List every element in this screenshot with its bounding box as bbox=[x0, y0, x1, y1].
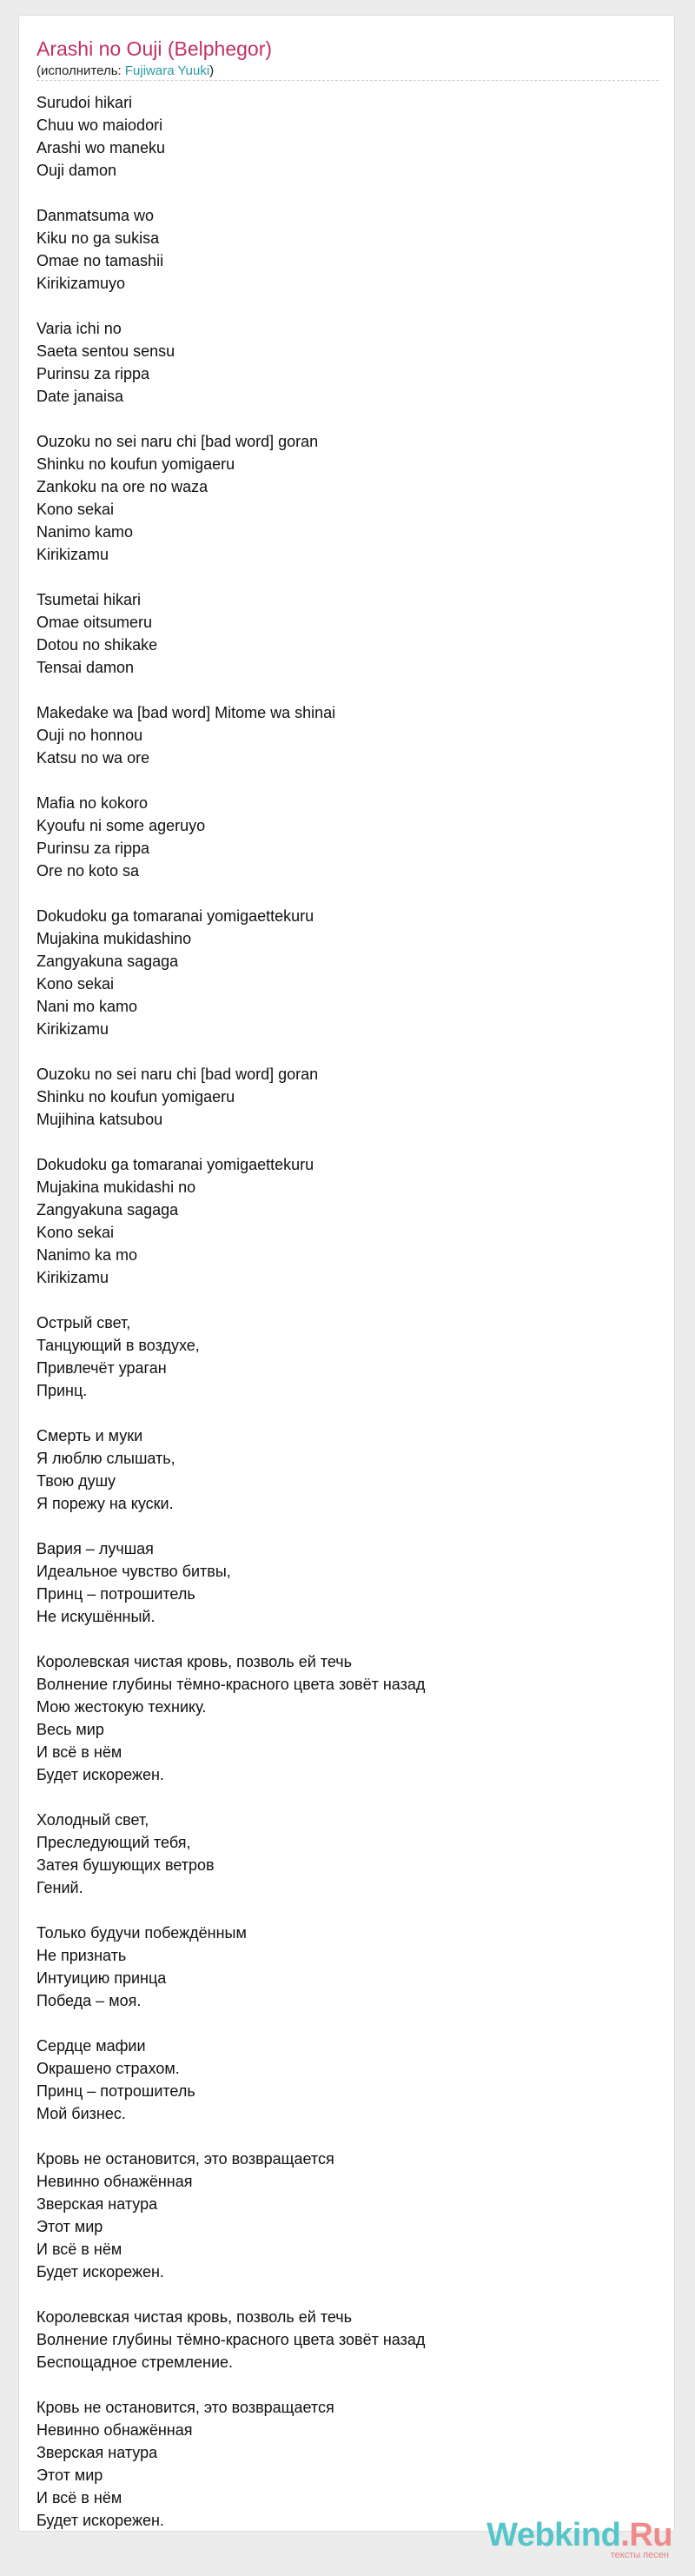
performer-line bbox=[36, 63, 214, 80]
lyrics-line: Kirikizamu bbox=[36, 1020, 109, 1038]
lyrics-line: И всё в нём bbox=[36, 2489, 122, 2506]
lyrics-line: Kono sekai bbox=[36, 975, 115, 993]
lyrics-line: Purinsu za rippa bbox=[36, 365, 150, 382]
lyrics-line: Katsu no wa ore bbox=[36, 749, 150, 767]
lyrics-line: Ore no koto sa bbox=[36, 862, 140, 880]
lyrics-stanza bbox=[36, 2035, 659, 2125]
lyrics-line: Кровь не остановится, это возвращается bbox=[36, 2150, 334, 2168]
lyrics-line: Мою жестокую технику. bbox=[36, 1698, 207, 1716]
watermark-suffix: .Ru bbox=[620, 2517, 672, 2553]
lyrics-line: Varia ichi no bbox=[36, 320, 122, 337]
lyrics-line: Kirikizamuyo bbox=[36, 275, 126, 292]
watermark-name: Webkind bbox=[486, 2517, 621, 2553]
lyrics-line: Kirikizamu bbox=[36, 1269, 109, 1286]
lyrics-line: Волнение глубины тёмно-красного цвета зовёт назад bbox=[36, 1676, 426, 1693]
lyrics-line: Вария – лучшая bbox=[36, 1540, 154, 1557]
lyrics-line: Затея бушующих ветров bbox=[36, 1856, 215, 1874]
lyrics-line: Зверская натура bbox=[36, 2195, 158, 2213]
lyrics-line: Mujakina mukidashi no bbox=[36, 1178, 196, 1196]
lyrics-line: Твою душу bbox=[36, 1472, 116, 1490]
lyrics-line: Я люблю слышать, bbox=[36, 1450, 175, 1467]
lyrics-stanza bbox=[36, 1424, 659, 1515]
lyrics-stanza bbox=[36, 317, 659, 408]
lyrics-line: Tensai damon bbox=[36, 659, 135, 676]
lyrics-line: Ouji damon bbox=[36, 162, 117, 179]
lyrics-line: Холодный свет, bbox=[36, 1811, 149, 1829]
lyrics-line: Королевская чистая кровь, позволь ей течь bbox=[36, 2308, 353, 2326]
lyrics-line: Королевская чистая кровь, позволь ей течь bbox=[36, 1653, 353, 1670]
lyrics-line: Мой бизнес. bbox=[36, 2105, 126, 2122]
performer-suffix: ) bbox=[209, 63, 215, 78]
lyrics-stanza bbox=[36, 905, 659, 1040]
lyrics-stanza bbox=[36, 2396, 659, 2532]
performer-prefix: (исполнитель: bbox=[36, 63, 125, 78]
title-divider bbox=[36, 80, 659, 81]
lyrics-stanza bbox=[36, 588, 659, 679]
lyrics-line: Окрашено страхом. bbox=[36, 2060, 180, 2077]
lyrics-line: Makedake wa [bad word] Mitome wa shinai bbox=[36, 704, 336, 721]
lyrics-line: Только будучи побеждённым bbox=[36, 1924, 247, 1942]
lyrics-line: Идеальное чувство битвы, bbox=[36, 1563, 231, 1580]
lyrics-line: Kono sekai bbox=[36, 501, 115, 518]
lyrics-stanza bbox=[36, 204, 659, 295]
lyrics-text bbox=[36, 91, 659, 2554]
lyrics-stanza bbox=[36, 1809, 659, 1899]
lyrics-line: Zankoku na ore no waza bbox=[36, 478, 208, 495]
lyrics-line: Zangyakuna sagaga bbox=[36, 953, 179, 970]
lyrics-line: Arashi wo maneku bbox=[36, 139, 166, 156]
lyrics-line: Chuu wo maiodori bbox=[36, 116, 163, 134]
lyrics-line: Будет искорежен. bbox=[36, 1766, 164, 1783]
lyrics-line: Волнение глубины тёмно-красного цвета зовёт назад bbox=[36, 2331, 426, 2348]
lyrics-line: Зверская натура bbox=[36, 2444, 158, 2461]
lyrics-line: Беспощадное стремление. bbox=[36, 2354, 234, 2371]
watermark-logo bbox=[486, 2517, 672, 2553]
watermark-tagline: тексты песен bbox=[610, 2550, 669, 2560]
song-title: Arashi no Ouji (Belphegor) bbox=[36, 37, 273, 60]
lyrics-line: Surudoi hikari bbox=[36, 94, 133, 111]
lyrics-line: Не признать bbox=[36, 1947, 127, 1964]
lyrics-line: Не искушённый. bbox=[36, 1608, 156, 1625]
lyrics-line: Ouzoku no sei naru chi [bad word] goran bbox=[36, 433, 319, 450]
lyrics-line: Date janaisa bbox=[36, 388, 124, 405]
lyrics-line: Kono sekai bbox=[36, 1224, 115, 1241]
lyrics-line: И всё в нём bbox=[36, 2241, 122, 2258]
lyrics-stanza bbox=[36, 1537, 659, 1628]
lyrics-stanza bbox=[36, 91, 659, 182]
lyrics-stanza bbox=[36, 430, 659, 566]
lyrics-line: Zangyakuna sagaga bbox=[36, 1201, 179, 1218]
lyrics-line: Привлечёт ураган bbox=[36, 1359, 167, 1377]
lyrics-stanza bbox=[36, 2148, 659, 2283]
lyrics-line: Nanimo kamo bbox=[36, 523, 134, 541]
lyrics-line: Purinsu za rippa bbox=[36, 840, 150, 857]
artist-link[interactable]: Fujiwara Yuuki bbox=[124, 63, 210, 78]
lyrics-line: Mujihina katsubou bbox=[36, 1111, 163, 1128]
lyrics-stanza bbox=[36, 1063, 659, 1131]
lyrics-line: Dokudoku ga tomaranai yomigaettekuru bbox=[36, 1156, 314, 1173]
lyrics-line: Я порежу на куски. bbox=[36, 1495, 174, 1512]
lyrics-line: Будет искорежен. bbox=[36, 2512, 164, 2529]
lyrics-line: Dokudoku ga tomaranai yomigaettekuru bbox=[36, 907, 314, 925]
lyrics-line: Принц – потрошитель bbox=[36, 1585, 195, 1603]
lyrics-line: Острый свет, bbox=[36, 1314, 131, 1331]
lyrics-line: Omae no tamashii bbox=[36, 252, 164, 269]
lyrics-line: И всё в нём bbox=[36, 1743, 122, 1761]
lyrics-line: Принц. bbox=[36, 1382, 88, 1399]
lyrics-line: Танцующий в воздухе, bbox=[36, 1337, 200, 1354]
lyrics-stanza bbox=[36, 792, 659, 882]
lyrics-line: Kiku no ga sukisa bbox=[36, 229, 160, 247]
lyrics-line: Kirikizamu bbox=[36, 546, 109, 563]
lyrics-line: Nanimo ka mo bbox=[36, 1246, 138, 1264]
lyrics-stanza bbox=[36, 1650, 659, 1786]
lyrics-line: Кровь не остановится, это возвращается bbox=[36, 2399, 334, 2416]
lyrics-line: Omae oitsumeru bbox=[36, 614, 153, 631]
lyrics-line: Saeta sentou sensu bbox=[36, 342, 175, 360]
lyrics-line: Гений. bbox=[36, 1879, 83, 1896]
lyrics-line: Nani mo kamo bbox=[36, 998, 138, 1015]
lyrics-line: Смерть и муки bbox=[36, 1427, 143, 1444]
lyrics-line: Принц – потрошитель bbox=[36, 2082, 195, 2100]
lyrics-stanza bbox=[36, 1311, 659, 1402]
lyrics-line: Shinku no koufun yomigaeru bbox=[36, 1088, 235, 1105]
lyrics-stanza bbox=[36, 1153, 659, 1289]
lyrics-line: Dotou no shikake bbox=[36, 636, 158, 654]
lyrics-line: Kyoufu ni some ageruyo bbox=[36, 817, 206, 834]
lyrics-line: Mujakina mukidashino bbox=[36, 930, 192, 947]
lyrics-stanza bbox=[36, 2306, 659, 2374]
lyrics-line: Сердце мафии bbox=[36, 2037, 146, 2055]
lyrics-line: Shinku no koufun yomigaeru bbox=[36, 455, 235, 473]
lyrics-line: Этот мир bbox=[36, 2466, 103, 2484]
lyrics-stanza bbox=[36, 1922, 659, 2012]
lyrics-line: Интуицию принца bbox=[36, 1969, 167, 1987]
lyrics-line: Этот мир bbox=[36, 2218, 103, 2235]
lyrics-line: Danmatsuma wo bbox=[36, 207, 155, 224]
lyrics-line: Невинно обнажённая bbox=[36, 2173, 193, 2190]
site-watermark bbox=[486, 2517, 672, 2560]
lyrics-stanza bbox=[36, 701, 659, 769]
lyrics-line: Mafia no kokoro bbox=[36, 794, 149, 812]
lyrics-line: Весь мир bbox=[36, 1721, 104, 1738]
lyrics-line: Преследующий тебя, bbox=[36, 1834, 191, 1851]
lyrics-line: Будет искорежен. bbox=[36, 2263, 164, 2281]
lyrics-line: Ouzoku no sei naru chi [bad word] goran bbox=[36, 1066, 319, 1083]
lyrics-line: Ouji no honnou bbox=[36, 727, 143, 744]
lyrics-line: Tsumetai hikari bbox=[36, 591, 142, 608]
lyrics-line: Победа – моя. bbox=[36, 1992, 142, 2009]
lyrics-line: Невинно обнажённая bbox=[36, 2421, 193, 2439]
